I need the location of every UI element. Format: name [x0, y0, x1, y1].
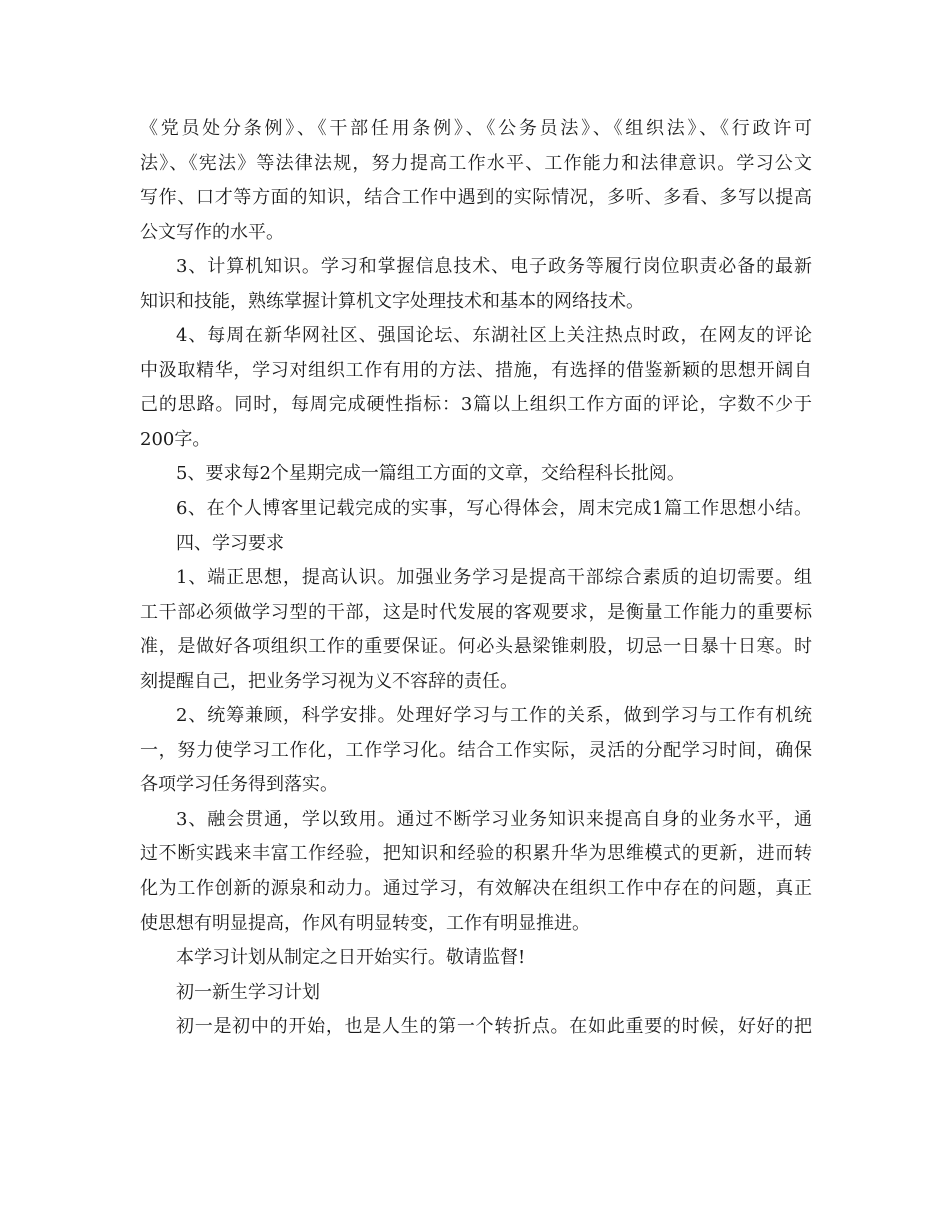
- text-line: 本学习计划从制定之日开始实行。敬请监督!: [176, 947, 526, 969]
- text-line: 知识和技能，熟练掌握计算机文字处理技术和基本的网络技术。: [140, 290, 644, 312]
- text-line: 2、统筹兼顾，科学安排。处理好学习与工作的关系，做到学习与工作有机统: [176, 705, 812, 727]
- text-line: 化为工作创新的源泉和动力。通过学习，有效解决在组织工作中存在的问题，真正: [140, 878, 812, 900]
- text-line: 一，努力使学习工作化，工作学习化。结合工作实际，灵活的分配学习时间，确保: [140, 739, 812, 761]
- text-line: 法》、《宪法》等法律法规，努力提高工作水平、工作能力和法律意识。学习公文: [140, 152, 812, 174]
- text-line: 过不断实践来丰富工作经验，把知识和经验的积累升华为思维模式的更新，进而转: [140, 843, 812, 865]
- text-line: 初一是初中的开始，也是人生的第一个转折点。在如此重要的时候，好好的把: [176, 1016, 812, 1038]
- document-page: [140, 112, 812, 1045]
- text-line: 200字。: [140, 428, 211, 450]
- text-line: 初一新生学习计划: [176, 981, 320, 1003]
- text-line: 刻提醒自己，把业务学习视为义不容辞的责任。: [140, 670, 518, 692]
- text-line: 6、在个人博客里记载完成的实事，写心得体会，周末完成1篇工作思想小结。: [176, 498, 812, 520]
- text-line: 5、要求每2个星期完成一篇组工方面的文章，交给程科长批阅。: [176, 463, 685, 485]
- text-line: 写作、口才等方面的知识，结合工作中遇到的实际情况，多听、多看、多写以提高: [140, 187, 812, 209]
- text-line: 中汲取精华，学习对组织工作有用的方法、措施，有选择的借鉴新颖的思想开阔自: [140, 359, 812, 381]
- text-line: 4、每周在新华网社区、强国论坛、东湖社区上关注热点时政，在网友的评论: [176, 325, 812, 347]
- text-line: 《党员处分条例》、《干部任用条例》、《公务员法》、《组织法》、《行政许可: [140, 118, 812, 139]
- text-line: 己的思路。同时，每周完成硬性指标：3篇以上组织工作方面的评论，字数不少于: [140, 394, 812, 416]
- text-line: 公文写作的水平。: [140, 221, 284, 243]
- text-line: 使思想有明显提高，作风有明显转变，工作有明显推进。: [140, 912, 590, 934]
- text-line: 四、学习要求: [176, 532, 284, 554]
- text-line: 工干部必须做学习型的干部，这是时代发展的客观要求，是衡量工作能力的重要标: [140, 601, 812, 623]
- text-line: 3、计算机知识。学习和掌握信息技术、电子政务等履行岗位职责必备的最新: [176, 256, 812, 278]
- text-line: 准，是做好各项组织工作的重要保证。何必头悬梁锥刺股，切忌一日暴十日寒。时: [140, 636, 812, 658]
- text-line: 1、端正思想，提高认识。加强业务学习是提高干部综合素质的迫切需要。组: [176, 567, 812, 589]
- text-line: 各项学习任务得到落实。: [140, 774, 338, 796]
- text-line: 3、融会贯通，学以致用。通过不断学习业务知识来提高自身的业务水平，通: [176, 808, 812, 830]
